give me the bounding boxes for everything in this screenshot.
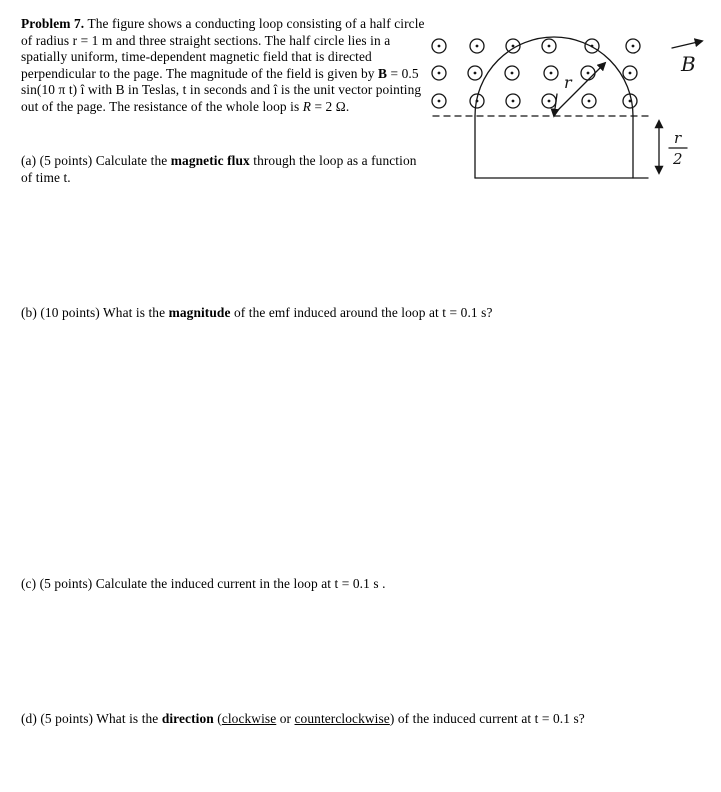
field-dot-center [438,72,441,75]
resistance-symbol: R [302,98,311,114]
field-dot-center [548,100,551,103]
b-vector-label: B [681,52,696,76]
b-vector-arrow-icon [672,41,702,48]
field-dot-center [438,45,441,48]
part-b-emphasis: magnitude [168,305,231,320]
field-dot-center [511,72,514,75]
part-d-counterclockwise: counterclockwise [294,711,390,726]
part-a-text-end: through the loop as a function of time t. [21,153,417,185]
part-b-text-end: of the emf induced around the loop at t = 0.1 s? [230,305,493,320]
problem-statement [21,16,425,116]
radius-arrow [554,63,605,114]
field-dot-center [476,45,479,48]
problem-text: The figure shows a conducting loop consisting of a half circle of radius r = 1 m and three straight sections. The half circle lies in a spatially uniform, time-dependent magnetic field that is directed perpendicular to the page. The magnitude of the field is given by [21,16,425,81]
field-dot-center [438,100,441,103]
half-height-numerator: r [674,129,682,147]
field-symbol-b: B [378,65,388,81]
part-d-text-end: ) of the induced current at t = 0.1 s? [389,711,585,726]
field-dot-center [512,100,515,103]
field-dot-center [512,45,515,48]
part-a-question [21,153,425,186]
half-height-denominator: 2 [673,150,683,168]
problem-number: Problem 7. [21,16,85,31]
part-a-text: (a) (5 points) Calculate the [21,153,171,168]
part-d-question [21,711,719,728]
part-c-text: (c) (5 points) Calculate the induced current in the loop at t = 0.1 s . [21,576,386,591]
radius-label: r [564,73,572,92]
part-c-question [21,576,713,593]
half-circle-arc [475,37,633,116]
part-d-text: (d) (5 points) What is the [21,711,162,726]
field-dot-center [632,45,635,48]
part-d-or: or [276,711,295,726]
problem-text-end: = 2 Ω. [311,98,350,114]
part-b-text: (b) (10 points) What is the [21,305,169,320]
field-dot-center [548,45,551,48]
part-a-emphasis: magnetic flux [170,153,250,168]
part-d-emphasis: direction [161,711,214,726]
field-dot-center [587,72,590,75]
field-dot-center [588,100,591,103]
part-d-clockwise: clockwise [221,711,277,726]
part-d-paren: ( [213,711,222,726]
part-b-question [21,305,713,322]
field-dot-center [474,72,477,75]
field-dots [432,39,640,108]
loop-figure [426,28,719,192]
problem-text-field: = 0.5 sin(10 π t) î with B in Teslas, t in seconds and î is the unit vector pointing out of the page. The resistance of the whole loop is [21,65,422,114]
field-dot-center [550,72,553,75]
field-dot-center [629,72,632,75]
